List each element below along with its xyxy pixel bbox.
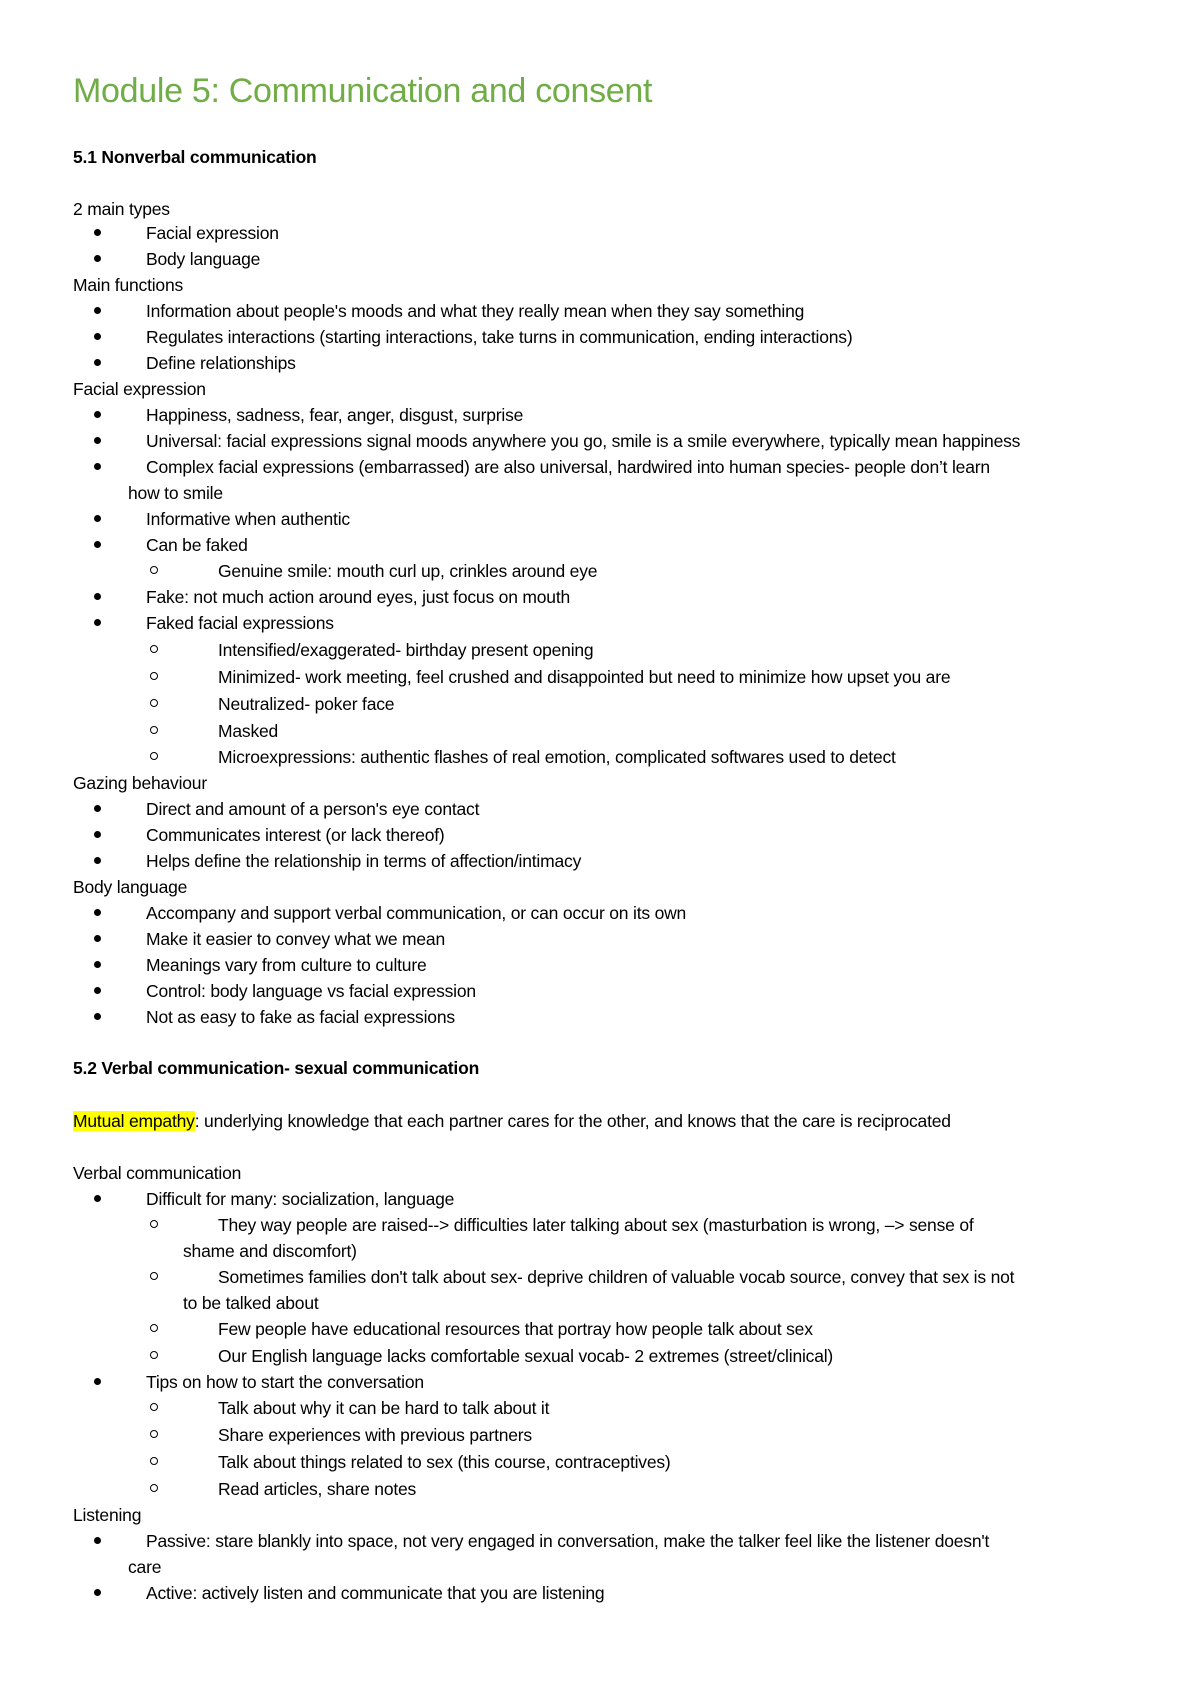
sub-list-item: Sometimes families don't talk about sex- deprive children of valuable vocab source, convey that sex is not xyxy=(218,1267,1015,1287)
circle-bullet-icon xyxy=(150,1457,158,1465)
sub-list-item: Minimized- work meeting, feel crushed and disappointed but need to minimize how upset you are xyxy=(218,667,951,687)
sub-list-item: Read articles, share notes xyxy=(218,1479,417,1499)
bullet-icon xyxy=(94,229,101,236)
listening-label: Listening xyxy=(73,1505,142,1525)
definition-text: : underlying knowledge that each partner cares for the other, and knows that the care is reciprocated xyxy=(194,1111,951,1131)
list-item: Active: actively listen and communicate that you are listening xyxy=(146,1583,605,1603)
bullet-icon xyxy=(94,935,101,942)
facial-label: Facial expression xyxy=(73,379,206,399)
list-item: Control: body language vs facial expression xyxy=(146,981,476,1001)
bullet-icon xyxy=(94,593,101,600)
bullet-icon xyxy=(94,359,101,366)
list-item: Meanings vary from culture to culture xyxy=(146,955,427,975)
sub-list-item: Our English language lacks comfortable sexual vocab- 2 extremes (street/clinical) xyxy=(218,1346,834,1366)
circle-bullet-icon xyxy=(150,672,158,680)
list-item-continuation: care xyxy=(128,1557,162,1577)
bullet-icon xyxy=(94,307,101,314)
bullet-icon xyxy=(94,1589,101,1596)
types-label: 2 main types xyxy=(73,199,170,219)
list-item: Happiness, sadness, fear, anger, disgust, surprise xyxy=(146,405,524,425)
bullet-icon xyxy=(94,1013,101,1020)
circle-bullet-icon xyxy=(150,1220,158,1228)
list-item: Direct and amount of a person's eye contact xyxy=(146,799,480,819)
body-label: Body language xyxy=(73,877,188,897)
bullet-icon xyxy=(94,961,101,968)
list-item: Regulates interactions (starting interactions, take turns in communication, ending interactions) xyxy=(146,327,853,347)
sub-list-item: Masked xyxy=(218,721,279,741)
bullet-icon xyxy=(94,437,101,444)
sub-list-item: They way people are raised--> difficulties later talking about sex (masturbation is wrong, –> sense of xyxy=(218,1215,974,1235)
circle-bullet-icon xyxy=(150,645,158,653)
sub-list-item: Intensified/exaggerated- birthday present opening xyxy=(218,640,594,660)
circle-bullet-icon xyxy=(150,1324,158,1332)
section-heading-nonverbal: 5.1 Nonverbal communication xyxy=(73,147,317,167)
bullet-icon xyxy=(94,831,101,838)
bullet-icon xyxy=(94,1195,101,1202)
bullet-icon xyxy=(94,463,101,470)
bullet-icon xyxy=(94,619,101,626)
bullet-icon xyxy=(94,515,101,522)
sub-list-item: Talk about things related to sex (this course, contraceptives) xyxy=(218,1452,671,1472)
circle-bullet-icon xyxy=(150,1403,158,1411)
bullet-icon xyxy=(94,1378,101,1385)
circle-bullet-icon xyxy=(150,1430,158,1438)
circle-bullet-icon xyxy=(150,1484,158,1492)
gazing-label: Gazing behaviour xyxy=(73,773,207,793)
verbal-label: Verbal communication xyxy=(73,1163,242,1183)
list-item: Body language xyxy=(146,249,261,269)
sub-list-item-continuation: shame and discomfort) xyxy=(183,1241,357,1261)
circle-bullet-icon xyxy=(150,1351,158,1359)
list-item: Not as easy to fake as facial expressions xyxy=(146,1007,455,1027)
circle-bullet-icon xyxy=(150,566,158,574)
sub-list-item: Talk about why it can be hard to talk about it xyxy=(218,1398,550,1418)
list-item: Passive: stare blankly into space, not very engaged in conversation, make the talker feel like the listener doesn't xyxy=(146,1531,990,1551)
bullet-icon xyxy=(94,805,101,812)
functions-label: Main functions xyxy=(73,275,184,295)
list-item: Define relationships xyxy=(146,353,296,373)
list-item: Facial expression xyxy=(146,223,279,243)
list-item: Can be faked xyxy=(146,535,248,555)
bullet-icon xyxy=(94,333,101,340)
sub-list-item-continuation: to be talked about xyxy=(183,1293,319,1313)
sub-list-item: Microexpressions: authentic flashes of real emotion, complicated softwares used to detect xyxy=(218,747,896,767)
sub-list-item: Neutralized- poker face xyxy=(218,694,395,714)
page-title: Module 5: Communication and consent xyxy=(73,72,653,110)
sub-list-item: Few people have educational resources that portray how people talk about sex xyxy=(218,1319,813,1339)
list-item: Faked facial expressions xyxy=(146,613,334,633)
list-item: Make it easier to convey what we mean xyxy=(146,929,445,949)
sub-list-item: Share experiences with previous partners xyxy=(218,1425,532,1445)
bullet-icon xyxy=(94,1537,101,1544)
circle-bullet-icon xyxy=(150,752,158,760)
circle-bullet-icon xyxy=(150,699,158,707)
sub-list-item: Genuine smile: mouth curl up, crinkles around eye xyxy=(218,561,598,581)
bullet-icon xyxy=(94,857,101,864)
list-item: Accompany and support verbal communication, or can occur on its own xyxy=(146,903,687,923)
list-item: Fake: not much action around eyes, just focus on mouth xyxy=(146,587,571,607)
circle-bullet-icon xyxy=(150,726,158,734)
list-item: Difficult for many: socialization, language xyxy=(146,1189,455,1209)
list-item: Informative when authentic xyxy=(146,509,350,529)
highlighted-term: Mutual empathy xyxy=(73,1111,195,1131)
list-item: Helps define the relationship in terms of affection/intimacy xyxy=(146,851,582,871)
circle-bullet-icon xyxy=(150,1272,158,1280)
list-item: Information about people's moods and what they really mean when they say something xyxy=(146,301,805,321)
list-item: Complex facial expressions (embarrassed) are also universal, hardwired into human species- people don’t learn xyxy=(146,457,990,477)
bullet-icon xyxy=(94,255,101,262)
bullet-icon xyxy=(94,987,101,994)
list-item: Tips on how to start the conversation xyxy=(146,1372,424,1392)
list-item: Communicates interest (or lack thereof) xyxy=(146,825,445,845)
list-item: Universal: facial expressions signal moods anywhere you go, smile is a smile everywhere, typically mean happiness xyxy=(146,431,1021,451)
section-heading-verbal: 5.2 Verbal communication- sexual communication xyxy=(73,1058,480,1078)
bullet-icon xyxy=(94,411,101,418)
list-item-continuation: how to smile xyxy=(128,483,223,503)
bullet-icon xyxy=(94,909,101,916)
bullet-icon xyxy=(94,541,101,548)
mutual-empathy-definition xyxy=(73,1110,951,1132)
